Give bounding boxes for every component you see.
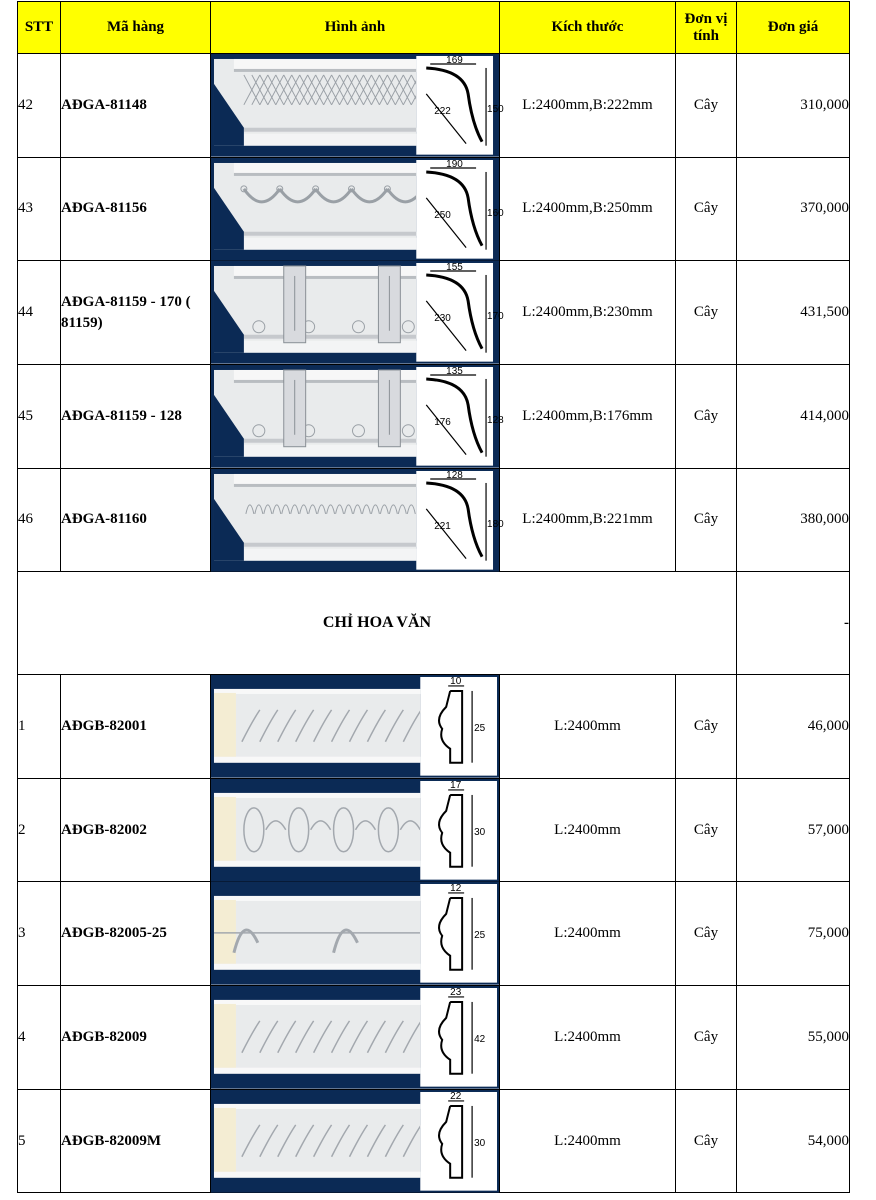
svg-text:17: 17 [450, 779, 462, 791]
cell-size: L:2400mm,B:221mm [500, 468, 676, 572]
cell-price: 380,000 [737, 468, 850, 572]
cell-code: AĐGB-82001 [61, 675, 211, 779]
cell-stt: 45 [18, 364, 61, 468]
cell-stt: 46 [18, 468, 61, 572]
svg-text:135: 135 [446, 365, 463, 377]
cell-code: AĐGA-81148 [61, 54, 211, 158]
svg-text:155: 155 [446, 262, 463, 274]
table-row [18, 986, 850, 1090]
cell-size: L:2400mm [500, 1089, 676, 1193]
cell-unit: Cây [676, 675, 737, 779]
cell-stt: 5 [18, 1089, 61, 1193]
cell-code: AĐGB-82005-25 [61, 882, 211, 986]
table-row [18, 364, 850, 468]
table-row [18, 261, 850, 365]
cell-unit: Cây [676, 261, 737, 365]
cell-size: L:2400mm [500, 778, 676, 882]
section-title: CHỈ HOA VĂN [18, 572, 737, 675]
product-image [211, 469, 504, 572]
table-row [18, 882, 850, 986]
cell-image [211, 261, 504, 365]
price-table [17, 1, 850, 1193]
cell-unit: Cây [676, 364, 737, 468]
svg-text:30: 30 [474, 826, 486, 838]
cell-unit: Cây [676, 778, 737, 882]
cell-price: 310,000 [737, 54, 850, 158]
svg-text:169: 169 [446, 54, 463, 66]
product-image [211, 675, 499, 778]
table-row [18, 675, 850, 779]
cell-unit: Cây [676, 882, 737, 986]
cell-code: AĐGA-81156 [61, 157, 211, 261]
cell-price: 75,000 [737, 882, 850, 986]
svg-text:150: 150 [487, 103, 504, 115]
cell-image [211, 157, 504, 261]
cell-image [211, 364, 504, 468]
cell-size: L:2400mm,B:176mm [500, 364, 676, 468]
svg-text:25: 25 [474, 930, 486, 942]
section-row [18, 572, 850, 675]
svg-text:190: 190 [446, 158, 463, 170]
table-row [18, 157, 850, 261]
cell-price: 414,000 [737, 364, 850, 468]
product-image [211, 779, 499, 882]
cell-code: AĐGA-81159 - 170 ( 81159) [61, 261, 211, 365]
cell-image [211, 882, 500, 986]
cell-stt: 43 [18, 157, 61, 261]
cell-size: L:2400mm,B:250mm [500, 157, 676, 261]
svg-text:222: 222 [434, 105, 451, 117]
svg-text:221: 221 [434, 520, 451, 532]
cell-price: 431,500 [737, 261, 850, 365]
product-image [211, 882, 499, 985]
section-price: - [737, 572, 850, 675]
cell-image [211, 54, 504, 158]
cell-stt: 1 [18, 675, 61, 779]
cell-stt: 2 [18, 778, 61, 882]
table-row [18, 468, 850, 572]
cell-price: 54,000 [737, 1089, 850, 1193]
cell-image [211, 675, 500, 779]
header-unit: Đơn vị tính [676, 2, 737, 54]
table-row [18, 54, 850, 158]
cell-unit: Cây [676, 986, 737, 1090]
cell-size: L:2400mm,B:222mm [500, 54, 676, 158]
product-image [211, 365, 504, 468]
cell-stt: 44 [18, 261, 61, 365]
header-price: Đơn giá [737, 2, 850, 54]
product-image [211, 261, 504, 364]
cell-price: 370,000 [737, 157, 850, 261]
svg-text:23: 23 [450, 987, 462, 999]
cell-size: L:2400mm,B:230mm [500, 261, 676, 365]
header-stt: STT [18, 2, 61, 54]
svg-text:128: 128 [487, 414, 504, 426]
cell-price: 57,000 [737, 778, 850, 882]
product-image [211, 158, 504, 261]
svg-text:10: 10 [450, 676, 462, 688]
cell-size: L:2400mm [500, 882, 676, 986]
cell-image [211, 986, 500, 1090]
cell-unit: Cây [676, 157, 737, 261]
svg-text:180: 180 [487, 518, 504, 530]
cell-stt: 4 [18, 986, 61, 1090]
header-row [18, 2, 850, 54]
product-image [211, 1090, 499, 1193]
svg-text:176: 176 [434, 416, 451, 428]
header-size: Kích thước [500, 2, 676, 54]
cell-size: L:2400mm [500, 986, 676, 1090]
svg-text:230: 230 [434, 313, 451, 325]
svg-text:25: 25 [474, 723, 486, 735]
cell-image [211, 778, 500, 882]
svg-text:170: 170 [487, 311, 504, 323]
cell-unit: Cây [676, 54, 737, 158]
header-image: Hình ảnh [211, 2, 500, 54]
cell-code: AĐGB-82009 [61, 986, 211, 1090]
svg-text:42: 42 [474, 1033, 486, 1045]
cell-code: AĐGA-81159 - 128 [61, 364, 211, 468]
cell-code: AĐGB-82009M [61, 1089, 211, 1193]
svg-text:250: 250 [434, 209, 451, 221]
svg-text:30: 30 [474, 1137, 486, 1149]
cell-image [211, 468, 504, 572]
table-row [18, 1089, 850, 1193]
cell-unit: Cây [676, 1089, 737, 1193]
cell-image [211, 1089, 500, 1193]
svg-text:22: 22 [450, 1090, 462, 1102]
svg-text:128: 128 [446, 469, 463, 481]
product-image [211, 986, 499, 1089]
cell-price: 55,000 [737, 986, 850, 1090]
svg-text:160: 160 [487, 207, 504, 219]
cell-price: 46,000 [737, 675, 850, 779]
cell-size: L:2400mm [500, 675, 676, 779]
table-row [18, 778, 850, 882]
cell-unit: Cây [676, 468, 737, 572]
cell-stt: 42 [18, 54, 61, 158]
cell-code: AĐGA-81160 [61, 468, 211, 572]
header-code: Mã hàng [61, 2, 211, 54]
cell-stt: 3 [18, 882, 61, 986]
cell-code: AĐGB-82002 [61, 778, 211, 882]
svg-text:12: 12 [450, 883, 462, 895]
product-image [211, 54, 504, 157]
